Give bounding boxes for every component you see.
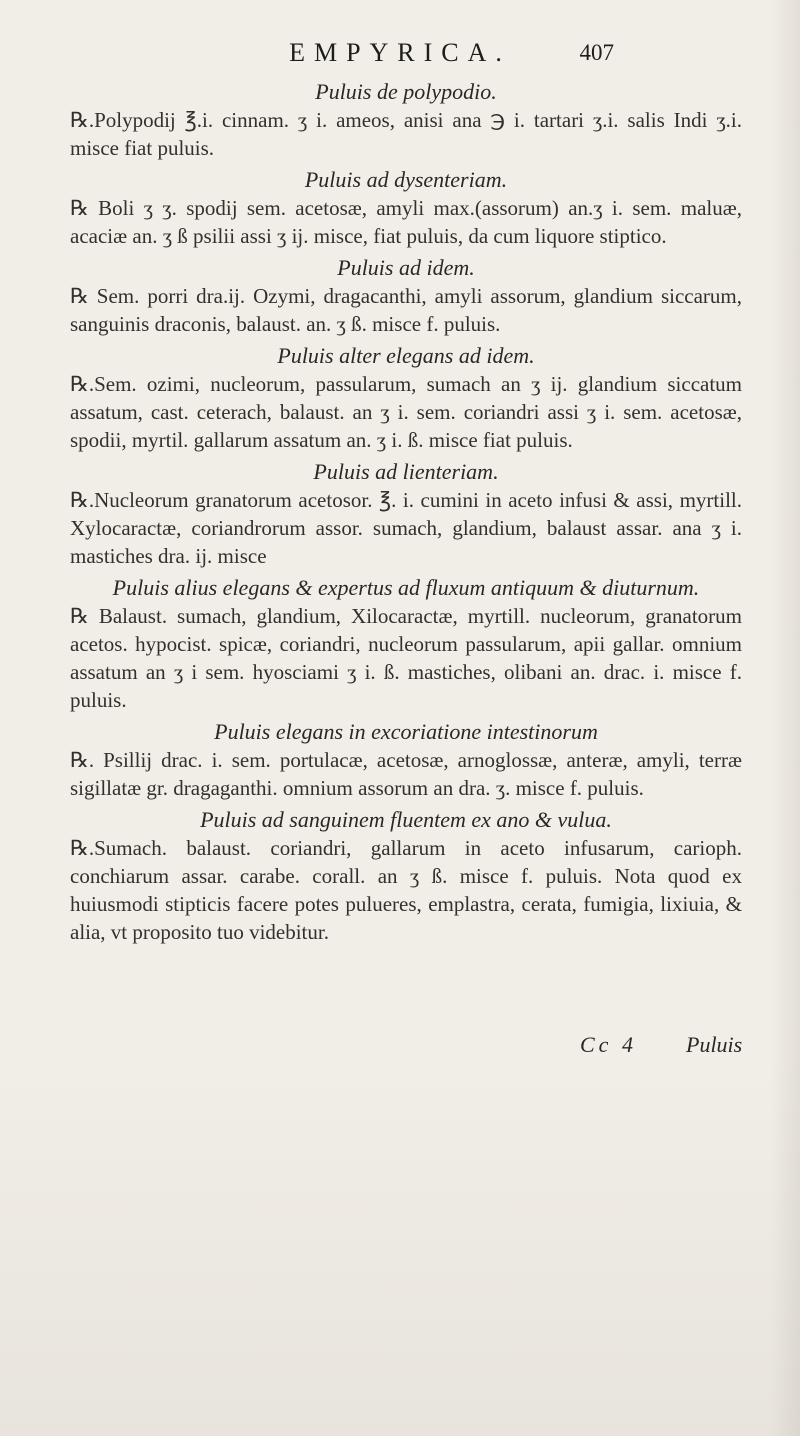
recipe-text: ℞ Boli ʒ ʒ. spodij sem. acetosæ, amyli max.(assorum) an.ʒ i. sem. maluæ, acaciæ an. ʒ ß psilii assi ʒ ij. misce, fiat puluis, da cum liquore stiptico.: [70, 196, 742, 248]
recipe-text: ℞.Nucleorum granatorum acetosor. ℥. i. cumini in aceto infusi & assi, myrtill. Xylocaractæ, coriandrorum assor. sumach, glandium, balaust assar. ana ʒ i. mastiches dra. ij. misce: [70, 488, 742, 568]
recipe-section: [70, 342, 742, 454]
running-title: EMPYRICA.: [289, 38, 511, 67]
recipe-heading: Puluis ad sanguinem fluentem ex ano & vulua.: [200, 807, 612, 832]
catchword: Puluis: [686, 1032, 743, 1057]
recipe-heading: Puluis ad lienteriam.: [313, 459, 499, 484]
page-header: [0, 38, 800, 68]
recipe-text: ℞. Psillij drac. i. sem. portulacæ, acetosæ, arnoglossæ, anteræ, amyli, terræ sigillatæ gr. dragaganthi. omnium assorum an dra. ʒ. misce f. puluis.: [70, 748, 742, 800]
recipe-text: ℞ Sem. porri dra.ij. Ozymi, dragacanthi, amyli assorum, glandium siccarum, sanguinis draconis, balaust. an. ʒ ß. misce f. puluis.: [70, 284, 742, 336]
recipe-heading: Puluis elegans in excoriatione intestinorum: [214, 719, 598, 744]
body-text: [70, 78, 742, 950]
recipe-section: [70, 166, 742, 250]
recipe-text: ℞.Sem. ozimi, nucleorum, passularum, sumach an ʒ ij. glandium siccatum assatum, cast. ceterach, balaust. an ʒ i. sem. coriandri assi ʒ i. sem. acetosæ, spodii, myrtil. gallarum assatum an. ʒ i. ß. misce fiat puluis.: [70, 372, 742, 452]
recipe-section: [70, 78, 742, 162]
recipe-section: [70, 574, 742, 714]
recipe-section: [70, 254, 742, 338]
blank-lower-margin: [0, 1060, 800, 1436]
recipe-heading: Puluis ad idem.: [337, 255, 475, 280]
recipe-text: ℞.Polypodij ℥.i. cinnam. ʒ i. ameos, anisi ana ℈ i. tartari ʒ.i. salis Indi ʒ.i. misce fiat puluis.: [70, 108, 742, 160]
recipe-section: [70, 458, 742, 570]
page-footer: [0, 1032, 800, 1062]
recipe-heading: Puluis alius elegans & expertus ad fluxum antiquum & diuturnum.: [112, 575, 700, 600]
recipe-heading: Puluis de polypodio.: [315, 79, 497, 104]
page-edge-shadow: [770, 0, 800, 1436]
recipe-section: [70, 718, 742, 802]
recipe-section: [70, 806, 742, 946]
page-number: 407: [579, 40, 614, 65]
recipe-heading: Puluis ad dysenteriam.: [304, 167, 508, 192]
recipe-heading: Puluis alter elegans ad idem.: [277, 343, 535, 368]
signature-mark: Cc 4: [580, 1032, 637, 1057]
recipe-text: ℞ Balaust. sumach, glandium, Xilocaractæ, myrtill. nucleorum, granatorum acetos. hypocist. spicæ, coriandri, nucleorum passularum, apii gallar. omnium assatum an ʒ i sem. hyosciami ʒ i. ß. mastiches, olibani an. drac. i. misce f. puluis.: [70, 604, 742, 712]
recipe-text: ℞.Sumach. balaust. coriandri, gallarum in aceto infusarum, carioph. conchiarum assar. carabe. corall. an ʒ ß. misce f. puluis. Nota quod ex huiusmodi stipticis facere potes pulueres, emplastra, cerata, fumigia, lixiuia, & alia, vt proposito tuo videbitur.: [70, 836, 742, 944]
